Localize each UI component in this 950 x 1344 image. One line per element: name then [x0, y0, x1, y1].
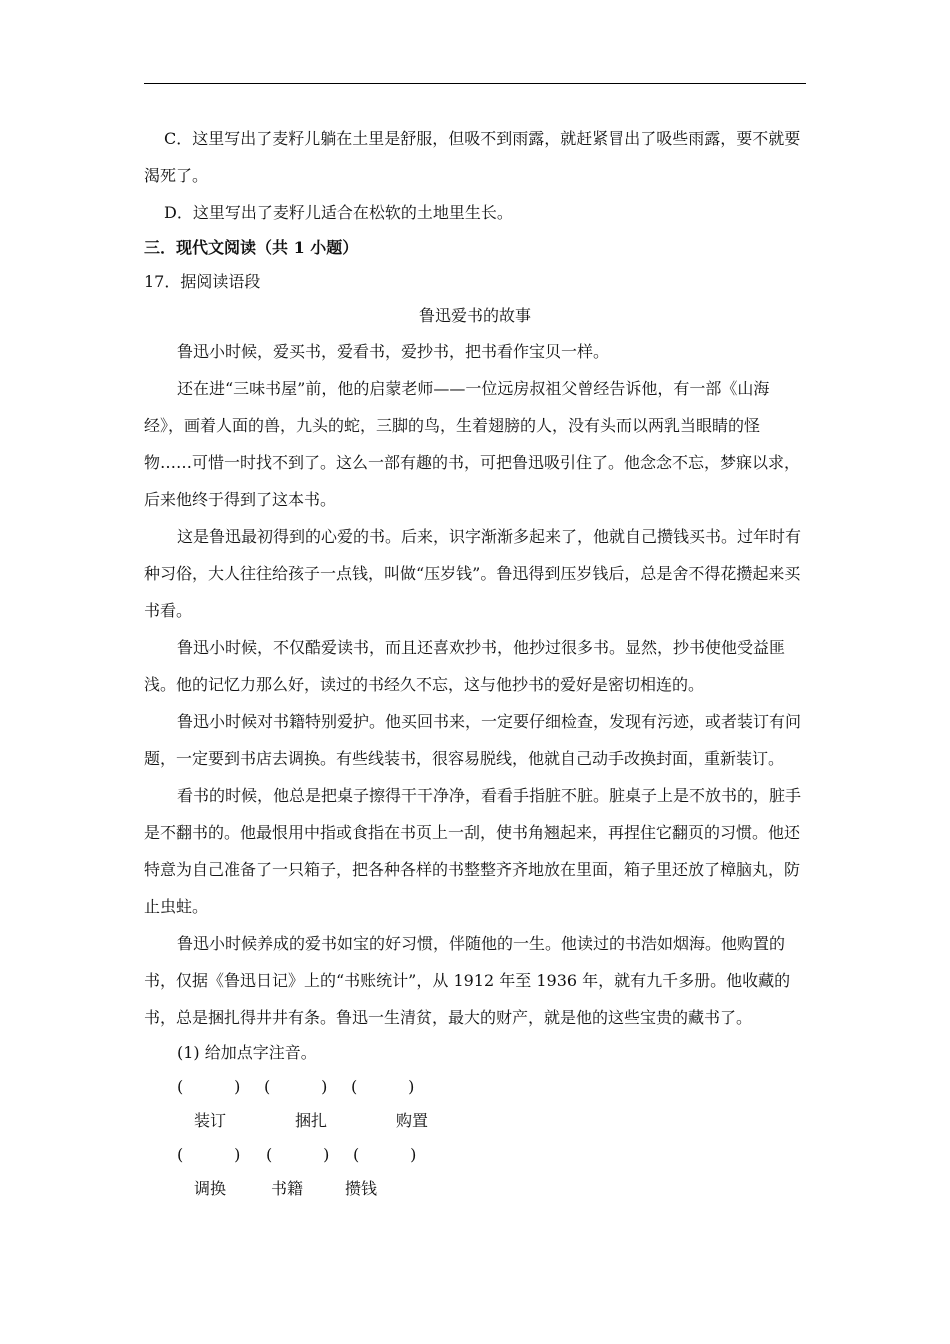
answer-blank[interactable]: ( ) — [351, 1077, 415, 1096]
article-paragraph: 还在进“三味书屋”前，他的启蒙老师——一位远房叔祖父曾经告诉他，有一部《山海经》，画着人面的兽，九头的蛇，三脚的鸟，生着翅膀的人，没有头而以两乳当眼睛的怪物……可惜一时找不到了。这么一部有趣的书，可把鲁迅吸引住了。他念念不忘，梦寐以求，后来他终于得到了这本书。 — [144, 379, 801, 509]
article-paragraph: 看书的时候，他总是把桌子擦得干干净净，看看手指脏不脏。脏桌子上是不放书的，脏手是不翻书的。他最恨用中指或食指在书页上一刮，使书角翘起来，再捏住它翻页的习惯。他还特意为自己准备了一只箱子，把各种各样的书整整齐齐地放在里面，箱子里还放了樟脑丸，防止虫蛀。 — [144, 786, 802, 916]
answer-blank[interactable]: ( ) — [266, 1145, 330, 1164]
article-paragraph: 鲁迅小时候，爱买书，爱看书，爱抄书，把书看作宝贝一样。 — [177, 342, 610, 361]
word: 捆扎 — [295, 1111, 328, 1130]
subquestion-label: (1) 给加点字注音。 — [177, 1043, 317, 1062]
word: 攒钱 — [345, 1179, 378, 1198]
word: 调换 — [194, 1179, 227, 1198]
article-paragraph: 鲁迅小时候养成的爱书如宝的好习惯，伴随他的一生。他读过的书浩如烟海。他购置的书，仅据《鲁迅日记》上的“书账统计”，从 1912 年至 1936 年，就有九千多册。他收藏的书，总是捆扎得井井有条。鲁迅一生清贫，最大的财产，就是他的这些宝贵的藏书了。 — [144, 934, 791, 1027]
section-heading: 三．现代文阅读（共 1 小题） — [144, 238, 359, 257]
answer-blank[interactable]: ( ) — [264, 1077, 328, 1096]
word-row-2 — [144, 1172, 806, 1206]
article-paragraph: 鲁迅小时候对书籍特别爱护。他买回书来，一定要仔细检查，发现有污迹，或者装订有问题，一定要到书店去调换。有些线装书，很容易脱线，他就自己动手改换封面，重新装订。 — [144, 712, 802, 768]
word: 购置 — [396, 1111, 429, 1130]
article-title: 鲁迅爱书的故事 — [418, 306, 531, 325]
blank-row-1 — [144, 1070, 806, 1104]
word: 书籍 — [271, 1179, 304, 1198]
article-paragraph: 这是鲁迅最初得到的心爱的书。后来，识字渐渐多起来了，他就自己攒钱买书。过年时有种习俗，大人往往给孩子一点钱，叫做“压岁钱”。鲁迅得到压岁钱后，总是舍不得花攒起来买书看。 — [144, 527, 802, 620]
word: 装订 — [194, 1111, 227, 1130]
question-17: 17．据阅读语段 — [144, 272, 261, 291]
option-d: D．这里写出了麦籽儿适合在松软的土地里生长。 — [164, 203, 513, 222]
answer-blank[interactable]: ( ) — [353, 1145, 417, 1164]
article-paragraph: 鲁迅小时候，不仅酷爱读书，而且还喜欢抄书，他抄过很多书。显然，抄书使他受益匪浅。他的记忆力那么好，读过的书经久不忘，这与他抄书的爱好是密切相连的。 — [144, 638, 786, 694]
answer-blank[interactable]: ( ) — [177, 1145, 241, 1164]
option-c: C．这里写出了麦籽儿躺在土里是舒服，但吸不到雨露，就赶紧冒出了吸些雨露，要不就要渴死了。 — [144, 129, 801, 185]
answer-blank[interactable]: ( ) — [177, 1077, 241, 1096]
header-rule — [144, 83, 806, 84]
blank-row-2 — [144, 1138, 806, 1172]
word-row-1 — [144, 1104, 806, 1138]
document-body — [144, 120, 806, 1206]
